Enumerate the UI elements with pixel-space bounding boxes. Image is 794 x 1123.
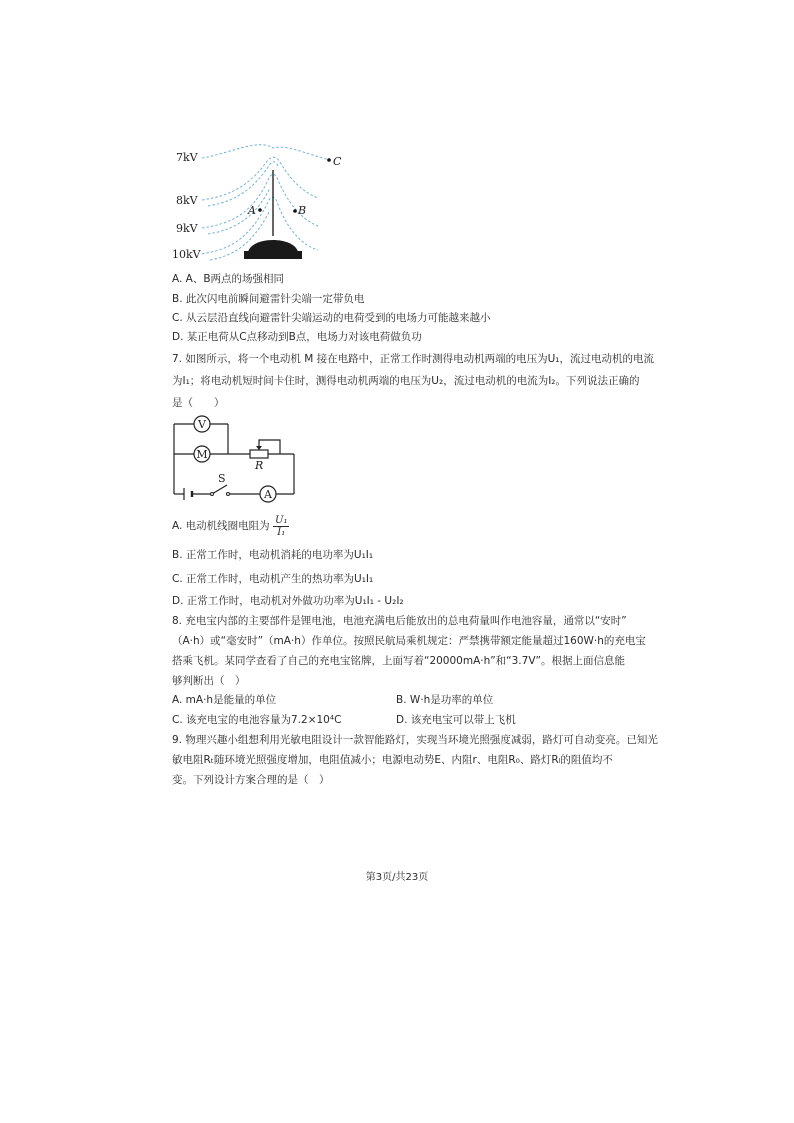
point-a-label: A [248,204,256,217]
q8-option-a: A. mA·h是能量的单位 [172,694,277,706]
q7-option-a [172,513,289,539]
q6-option-d: D. 某正电荷从C点移动到B点，电场力对该电荷做负功 [172,331,422,343]
q7-option-b: B. 正常工作时，电动机消耗的电功率为U₁I₁ [172,549,374,561]
voltage-label-10kv: 10kV [172,248,201,261]
q7-stem-line-1: 7. 如图所示，将一个电动机 M 接在电路中，正常工作时测得电动机两端的电压为U₁，流过电动机的电流 [172,353,654,365]
q7-stem-line-3: 是（ ） [172,397,225,409]
fraction-denominator: I₁ [277,526,286,538]
q8-stem-line-1: 8. 充电宝内部的主要部件是锂电池，电池充满电后能放出的总电荷量叫作电池容量，通常以“安时” [172,615,627,627]
q8-option-c: C. 该充电宝的电池容量为7.2×10⁴C [172,714,342,726]
switch-label: S [218,472,226,485]
q8-stem-line-3: 搭乘飞机。某同学查看了自己的充电宝铭牌，上面写着“20000mA·h”和“3.7V”。根据上面信息能 [172,655,625,667]
fraction [273,515,289,538]
motor-label: M [196,448,208,461]
voltage-label-8kv: 8kV [176,194,198,207]
q8-option-b: B. W·h是功率的单位 [396,694,494,706]
q8-stem-line-2: （A·h）或“毫安时”（mA·h）作单位。按照民航局乘机规定：严禁携带额定能量超过160W·h的充电宝 [172,635,646,647]
lightning-rod-figure [168,140,342,265]
q6-option-c: C. 从云层沿直线向避雷针尖端运动的电荷受到的电场力可能越来越小 [172,312,491,324]
q7-option-a-text: A. 电动机线圈电阻为 [172,520,270,532]
point-c-label: C [333,155,342,168]
motor-circuit-diagram [168,412,300,504]
q9-stem-line-1: 9. 物理兴趣小组想利用光敏电阻设计一款智能路灯，实现当环境光照强度减弱，路灯可自动变亮。已知光 [172,734,658,746]
voltage-label-7kv: 7kV [176,151,198,164]
q7-option-d: D. 正常工作时，电动机对外做功功率为U₁I₁ - U₂I₂ [172,595,404,607]
ammeter-label: A [264,488,272,501]
page-footer: 第3页/共23页 [365,872,429,883]
q8-option-d: D. 该充电宝可以带上飞机 [396,714,516,726]
point-b-label: B [298,204,307,217]
q7-stem-line-2: 为I₁；将电动机短时间卡住时，测得电动机两端的电压为U₂，流过电动机的电流为I₂。下列说法正确的 [172,375,640,387]
q9-stem-line-3: 变。下列设计方案合理的是（ ） [172,774,330,786]
voltage-label-9kv: 9kV [176,222,198,235]
q8-stem-line-4: 够判断出（ ） [172,675,246,687]
voltmeter-label: V [198,418,206,431]
q6-option-a: A. A、B两点的场强相同 [172,273,285,285]
q9-stem-line-2: 敏电阻Rₜ随环境光照强度增加，电阻值减小；电源电动势E、内阻r、电阻R₀、路灯Rₗ的阻值均不 [172,754,613,766]
q6-option-b: B. 此次闪电前瞬间避雷针尖端一定带负电 [172,293,365,305]
resistor-label: R [255,459,264,472]
q7-option-c: C. 正常工作时，电动机产生的热功率为U₁I₁ [172,573,374,585]
fraction-numerator: U₁ [275,514,288,526]
